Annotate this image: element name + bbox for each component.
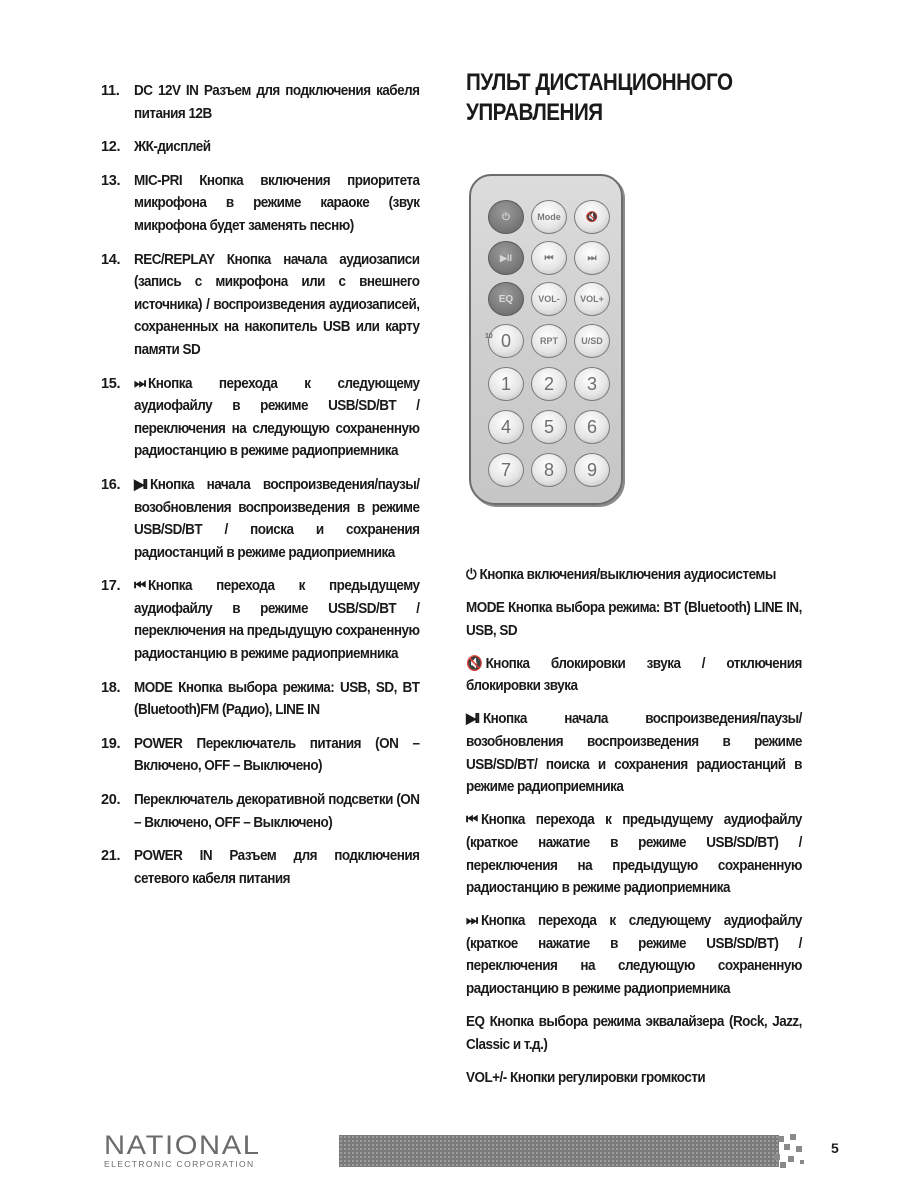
vol-down-key — [531, 282, 567, 316]
item-number: 15. — [101, 375, 121, 392]
key-4-label: 4 — [500, 416, 511, 437]
list-item-15 — [101, 373, 441, 463]
next-key-label: ⏭ — [587, 252, 597, 264]
section-title-line-1: ПУЛЬТ ДИСТАНЦИОННОГО — [466, 69, 733, 96]
list-item-12 — [101, 136, 441, 159]
play-pause-key-label: ▶II — [500, 252, 512, 263]
key-6-label: 6 — [586, 416, 597, 437]
play-pause-icon: ▶II — [466, 711, 479, 728]
section-title — [466, 68, 750, 128]
description-text: Кнопка начала воспроизведения/паузы/возобновления воспроизведения в режиме USB/SD/BT/ поиска и сохранения радиостанций в режиме радиоприемника — [466, 711, 802, 796]
previous-track-icon: ⏮ — [134, 578, 145, 595]
item-text: MODE Кнопка выбора режима: USB, SD, BT (Bluetooth)FM (Радио), LINE IN — [134, 679, 420, 719]
description-power — [466, 564, 802, 587]
item-text: Переключатель декоративной подсветки (ON – Включено, OFF – Выключено) — [134, 792, 420, 831]
logo-wordmark: NATIONAL — [104, 1130, 261, 1160]
key-8 — [531, 453, 567, 487]
eq-key — [488, 282, 524, 316]
key-0-aux-label: 10 — [485, 333, 493, 340]
item-text: Кнопка перехода к предыдущему аудиофайлу в режиме USB/SD/BT / переключения на предыдущую сохраненную радиостанцию в режиме радиоприемника — [134, 578, 420, 663]
usb-sd-key — [574, 324, 610, 358]
item-body — [134, 575, 420, 665]
previous-key — [531, 241, 567, 275]
key-5-label: 5 — [543, 416, 554, 437]
description-text: EQ Кнопка выбора режима эквалайзера (Rock, Jazz, Classic и т.д.) — [466, 1014, 802, 1053]
repeat-key-label: RPT — [540, 336, 558, 346]
list-item-17 — [101, 575, 441, 665]
power-key-label: ⏻ — [502, 211, 510, 223]
item-text: Кнопка начала воспроизведения/паузы/возобновления воспроизведения в режиме USB/SD/BT / поиска и сохранения радиостанций в режиме радиоприемника — [134, 476, 420, 561]
footer-band-pixel-fade — [760, 1132, 804, 1170]
power-icon: ⏻ — [466, 567, 475, 583]
list-item-14 — [101, 249, 441, 362]
next-track-icon: ⏭ — [466, 913, 477, 930]
item-body — [134, 373, 420, 463]
logo-subtitle: ELECTRONIC CORPORATION — [104, 1159, 255, 1169]
item-number: 11. — [101, 83, 120, 99]
key-7-label: 7 — [500, 459, 511, 480]
key-7 — [488, 453, 524, 487]
vol-up-key-label: VOL+ — [580, 294, 604, 304]
description-text: Кнопка блокировки звука / отключения блокировки звука — [466, 655, 802, 695]
description-next — [466, 910, 802, 1000]
mute-key-label: 🔇 — [585, 211, 599, 223]
next-key — [574, 241, 610, 275]
item-number: 21. — [101, 848, 121, 865]
vol-down-key-label: VOL- — [538, 294, 560, 304]
key-3 — [574, 367, 610, 401]
list-item-20 — [101, 789, 441, 834]
description-text: MODE Кнопка выбора режима: BT (Bluetooth) LINE IN, USB, SD — [466, 600, 802, 639]
item-number: 19. — [101, 735, 121, 752]
item-number: 16. — [101, 476, 121, 493]
mode-key — [531, 200, 567, 234]
list-item-19 — [101, 733, 441, 778]
mute-key — [574, 200, 610, 234]
list-item-18 — [101, 677, 441, 722]
page-number: 5 — [831, 1140, 839, 1156]
power-key — [488, 200, 524, 234]
description-eq — [466, 1011, 802, 1056]
remote-button-descriptions — [466, 564, 802, 1100]
key-4 — [488, 410, 524, 444]
usb-sd-key-label: U/SD — [581, 336, 603, 346]
item-text: Кнопка перехода к следующему аудиофайлу в режиме USB/SD/BT / переключения на следующую сохраненную радиостанцию в режиме радиоприемника — [134, 375, 420, 460]
description-text: Кнопка включения/выключения аудиосистемы — [479, 567, 776, 583]
item-number: 20. — [101, 792, 121, 809]
key-8-label: 8 — [543, 459, 554, 480]
vol-up-key — [574, 282, 610, 316]
eq-key-label: EQ — [498, 293, 514, 305]
list-item-16 — [101, 474, 441, 564]
item-number: 14. — [101, 251, 121, 268]
item-number: 13. — [101, 172, 121, 189]
list-item-11 — [101, 80, 441, 125]
description-text: Кнопка перехода к предыдущему аудиофайлу (краткое нажатие в режиме USB/SD/BT) / переключения на предыдущую сохраненную радиостанцию в режиме радиоприемника — [466, 812, 802, 897]
item-text: REC/REPLAY Кнопка начала аудиозаписи (запись с микрофона или с внешнего источника) / воспроизведения аудиозаписей, сохраненных на накопитель USB или карту памяти SD — [134, 251, 420, 358]
description-text: VOL+/- Кнопки регулировки громкости — [466, 1069, 706, 1086]
remote-control-illustration — [469, 174, 623, 505]
key-2-label: 2 — [543, 373, 554, 394]
brand-logo — [104, 1132, 309, 1168]
repeat-key — [531, 324, 567, 358]
key-0-label: 0 — [500, 330, 511, 351]
description-mute — [466, 653, 802, 698]
mode-key-label: Mode — [537, 212, 561, 222]
key-9 — [574, 453, 610, 487]
item-number: 18. — [101, 679, 121, 696]
list-item-21 — [101, 845, 441, 890]
list-item-13 — [101, 170, 441, 238]
key-1 — [488, 367, 524, 401]
previous-track-icon: ⏮ — [466, 812, 477, 829]
section-title-line-2: УПРАВЛЕНИЯ — [466, 99, 603, 126]
next-track-icon: ⏭ — [134, 375, 145, 392]
key-3-label: 3 — [586, 373, 597, 394]
key-9-label: 9 — [586, 459, 597, 480]
component-list — [101, 80, 441, 901]
item-number: 12. — [101, 139, 121, 156]
description-text: Кнопка перехода к следующему аудиофайлу (краткое нажатие в режиме USB/SD/BT) / переключения на следующую сохраненную радиостанцию в режиме радиоприемника — [466, 913, 802, 997]
mute-icon: 🔇 — [466, 655, 481, 672]
play-pause-key — [488, 241, 524, 275]
item-text: ЖК-дисплей — [134, 139, 211, 156]
key-6 — [574, 410, 610, 444]
item-number: 17. — [101, 578, 121, 595]
item-text: MIC-PRI Кнопка включения приоритета микрофона в режиме караоке (звук микрофона будет заменять песню) — [134, 172, 420, 234]
description-volume — [466, 1067, 802, 1090]
previous-key-label: ⏮ — [544, 252, 554, 264]
description-previous — [466, 809, 802, 899]
key-0 — [488, 324, 524, 358]
item-text: POWER IN Разъем для подключения сетевого кабеля питания — [134, 848, 420, 887]
description-mode — [466, 597, 802, 642]
item-body — [134, 474, 420, 564]
description-play-pause — [466, 708, 802, 798]
key-5 — [531, 410, 567, 444]
item-text: DC 12V IN Разъем для подключения кабеля питания 12В — [134, 83, 420, 122]
play-pause-icon: ▶II — [134, 476, 147, 493]
footer-decorative-band — [339, 1135, 779, 1167]
key-1-label: 1 — [500, 373, 511, 394]
item-text: POWER Переключатель питания (ON – Включено, OFF – Выключено) — [134, 735, 420, 775]
key-2 — [531, 367, 567, 401]
